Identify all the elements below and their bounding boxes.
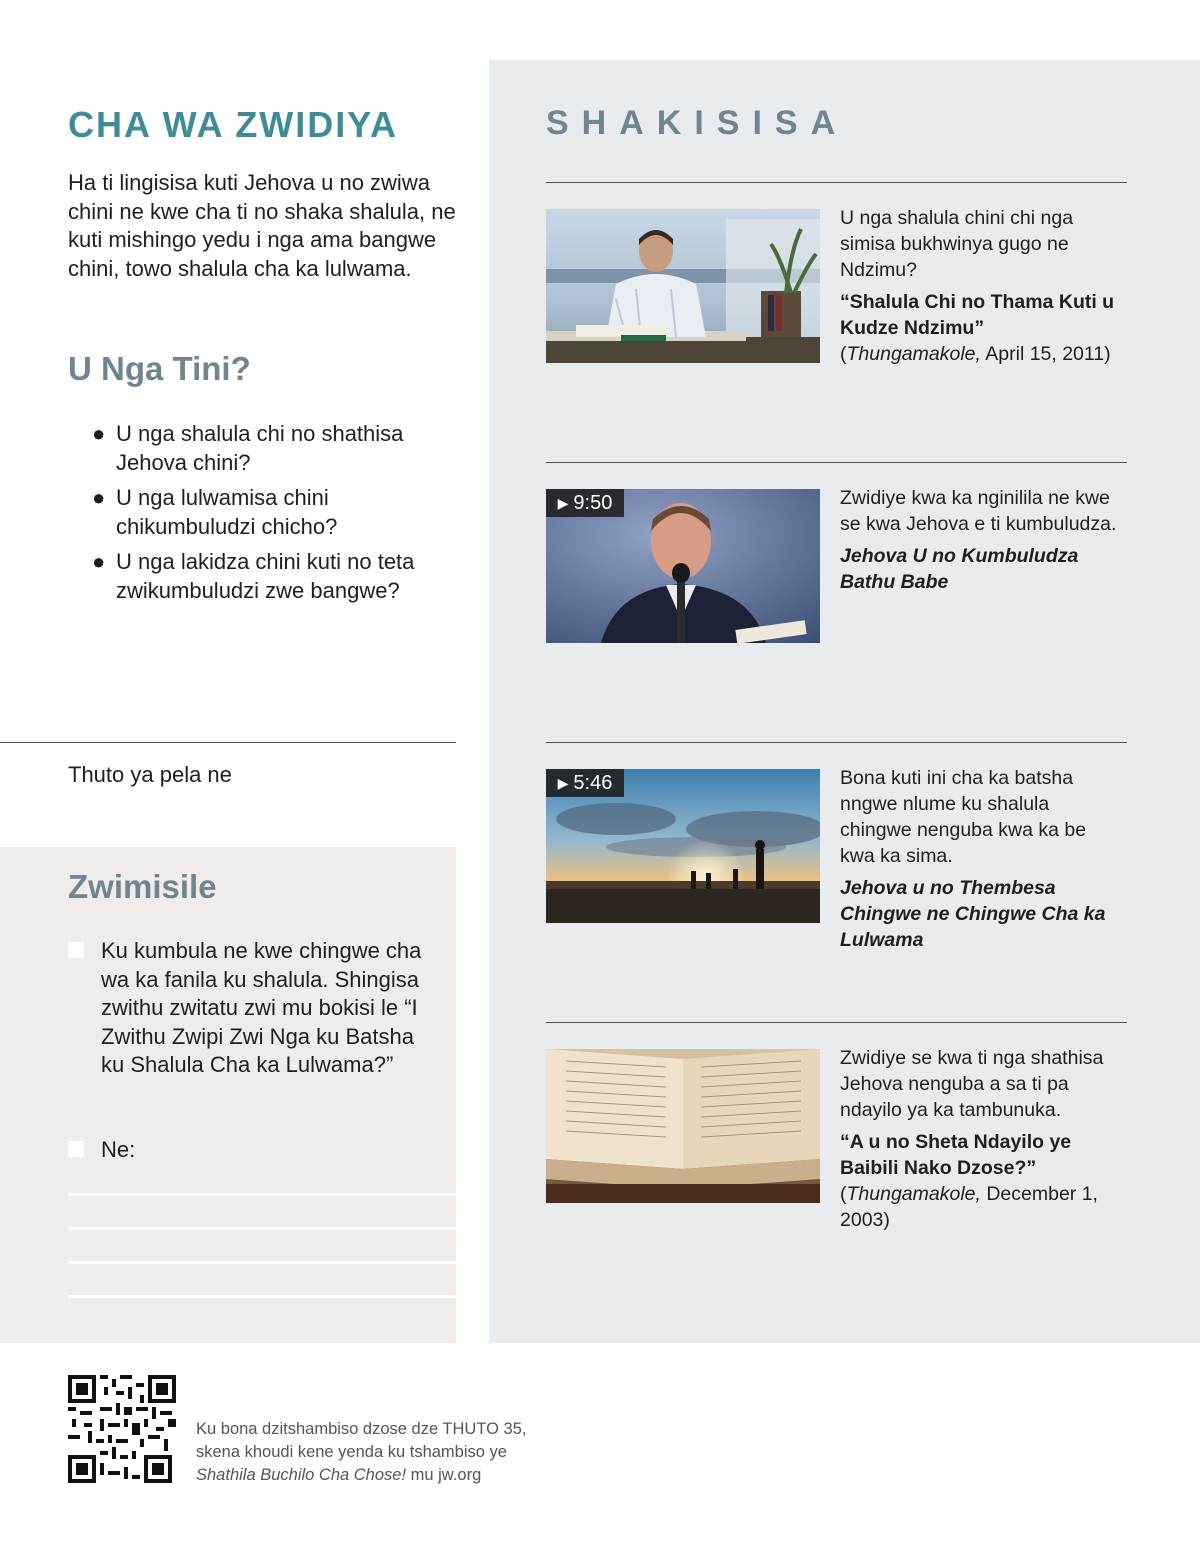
main-heading: CHA WA ZWIDIYA — [68, 104, 398, 145]
resource-description: Bona kuti ini cha ka batsha nngwe nlume ku shalula chingwe nenguba kwa ka be kwa ka sima. — [840, 767, 1087, 867]
play-icon: ▶ — [557, 495, 569, 511]
video-duration-badge: ▶ 5:46 — [546, 769, 624, 797]
goal-heading: Zwimisile — [68, 868, 217, 905]
writing-line[interactable] — [68, 1227, 456, 1230]
sunset-landscape-image[interactable] — [546, 769, 820, 923]
further-study-label: Thuto ya pela ne — [68, 762, 232, 787]
speaker-at-microphone-image[interactable] — [546, 489, 820, 643]
resource-title[interactable]: “A u no Sheta Ndayilo ye Baibili Nako Dzose?” (Thungamakole, December 1, 2003) — [840, 1131, 1098, 1231]
bullet-icon: ● — [92, 549, 106, 574]
resource-title[interactable]: Jehova u no Thembesa Chingwe ne Chingwe Cha ka Lulwama — [840, 877, 1106, 951]
resource-description: Zwidiye se kwa ti nga shathisa Jehova nenguba a sa ti pa ndayilo ya ka tambunuka. — [840, 1047, 1104, 1121]
man-studying-bible-image[interactable] — [546, 209, 820, 363]
list-item: ● U nga lakidza chini kuti no teta zwikumbuludzi zwe bangwe? — [92, 548, 452, 605]
list-item: ● U nga shalula chi no shathisa Jehova chini? — [92, 420, 452, 477]
writing-line[interactable] — [68, 1193, 456, 1196]
bullet-icon: ● — [92, 421, 106, 446]
goal-panel — [0, 847, 456, 1343]
resource-description: Zwidiye kwa ka nginilila ne kwe se kwa Jehova e ti kumbuludza. — [840, 487, 1117, 535]
summary-text: Ha ti lingisisa kuti Jehova u no zwiwa chini ne kwe cha ti no shaka shalula, ne kuti mishingo yedu i nga ama bangwe chini, towo shalula cha ka lulwama. — [68, 170, 456, 281]
checkbox-icon[interactable] — [68, 1141, 84, 1157]
divider — [0, 742, 456, 743]
resource-text — [840, 485, 1125, 595]
resource-title[interactable]: Jehova U no Kumbuludza Bathu Babe — [840, 545, 1079, 593]
writing-line[interactable] — [68, 1261, 456, 1264]
play-icon: ▶ — [557, 775, 569, 791]
writing-line[interactable] — [68, 1295, 456, 1298]
goal-item: Ku kumbula ne kwe chingwe cha wa ka fanila ku shalula. Shingisa zwithu zwitatu zwi mu bokisi le “I Zwithu Zwipi Zwi Nga ku Batsha ku Shalula Cha ka Lulwama?” — [68, 937, 428, 1080]
goal-item: Ne: — [68, 1136, 428, 1165]
resource-text — [840, 205, 1125, 367]
divider — [546, 462, 1127, 463]
resource-text — [840, 1045, 1125, 1233]
list-item: ● U nga lulwamisa chini chikumbuludzi chicho? — [92, 484, 452, 541]
divider — [546, 1022, 1127, 1023]
qr-code-icon[interactable] — [68, 1375, 176, 1483]
open-bible-image[interactable] — [546, 1049, 820, 1203]
resource-text — [840, 765, 1125, 953]
checkbox-icon[interactable] — [68, 942, 84, 958]
explore-heading: SHAKISISA — [546, 104, 849, 142]
video-duration-badge: ▶ 9:50 — [546, 489, 624, 517]
resource-title[interactable]: “Shalula Chi no Thama Kuti u Kudze Ndzimu” (Thungamakole, April 15, 2011) — [840, 291, 1115, 365]
questions-heading: U Nga Tini? — [68, 350, 251, 387]
bullet-icon: ● — [92, 485, 106, 510]
resource-description: U nga shalula chini chi nga simisa bukhwinya gugo ne Ndzimu? — [840, 207, 1074, 281]
questions-list — [92, 420, 452, 612]
divider — [546, 742, 1127, 743]
divider — [546, 182, 1127, 183]
footer-note: Ku bona dzitshambiso dzose dze THUTO 35, skena khoudi kene yenda ku tshambiso ye Shathila Buchilo Cha Chose! mu jw.org — [196, 1420, 527, 1484]
